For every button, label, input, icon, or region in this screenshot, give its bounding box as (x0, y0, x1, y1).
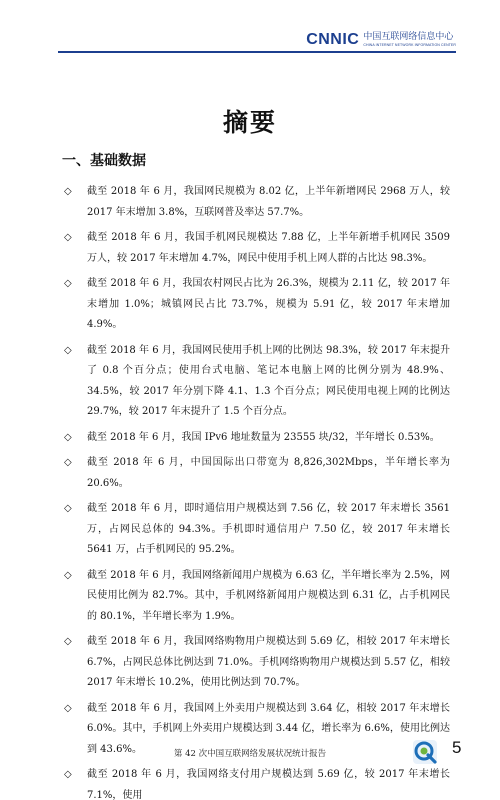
bullet-text: 截至 2018 年 6 月，我国农村网民占比为 26.3%，规模为 2.11 亿，较 2017 年末增加 1.0%；城镇网民占比 73.7%，规模为 5.91 亿，较 2017 年末增加 4.9%。 (87, 278, 450, 330)
bullet-diamond: ◇ (64, 769, 72, 780)
cnnic-logo (306, 32, 456, 48)
bullet-text: 截至 2018 年 6 月，中国国际出口带宽为 8,826,302Mbps，半年增长率为 20.6%。 (87, 457, 450, 489)
bullet-diamond: ◇ (64, 186, 72, 197)
bullet-item (64, 228, 450, 269)
page-header (0, 0, 500, 52)
bullet-item (64, 453, 450, 494)
bullet-diamond: ◇ (64, 344, 72, 356)
bullet-item (64, 428, 450, 449)
bullet-text: 截至 2018 年 6 月，我国网民规模为 8.02 亿，上半年新增网民 2968 万人，较 2017 年末增加 3.8%，互联网普及率达 57.7%。 (87, 186, 450, 218)
bullet-text: 截至 2018 年 6 月，我国网络支付用户规模达到 5.69 亿，较 2017 年末增长 7.1%，使用 (87, 769, 450, 800)
bullet-item (64, 632, 450, 694)
logo-english-name: CHINA INTERNET NETWORK INFORMATION CENTER (363, 43, 456, 47)
logo-mark: CNNIC (306, 31, 360, 48)
cnnic-emblem-icon (412, 739, 438, 765)
bullet-diamond: ◇ (64, 278, 72, 289)
logo-chinese-name: 中国互联网络信息中心 (363, 32, 454, 42)
bullet-diamond: ◇ (64, 431, 72, 443)
page-footer (0, 738, 500, 778)
header-rule (58, 51, 456, 53)
bullet-item (64, 341, 450, 423)
bullet-item (64, 274, 450, 336)
page-title: 摘要 (222, 108, 277, 137)
bullet-text: 截至 2018 年 6 月，我国网上外卖用户规模达到 3.64 亿，相较 2017 年末增长 6.0%。其中，手机网上外卖用户规模达到 3.44 亿，增长率为 6.6%，使用比例达到 43.6%。 (87, 702, 450, 755)
bullet-diamond: ◇ (64, 457, 72, 468)
bullet-text: 截至 2018 年 6 月，我国 IPv6 地址数量为 23555 块/32，半年增长 0.53%。 (87, 431, 440, 443)
logo-text (363, 32, 456, 48)
bullet-diamond: ◇ (64, 636, 72, 647)
bullet-text: 截至 2018 年 6 月，即时通信用户规模达到 7.56 亿，较 2017 年末增长 3561 万，占网民总体的 94.3%。手机即时通信用户 7.50 亿，较 2017 年末增长 5641 万，占手机网民的 95.2%。 (87, 503, 450, 555)
bullet-diamond: ◇ (64, 503, 72, 514)
section-heading: 一、基础数据 (62, 153, 146, 169)
bullet-diamond: ◇ (64, 702, 72, 714)
bullet-text: 截至 2018 年 6 月，我国网民使用手机上网的比例达 98.3%，较 2017 年末提升了 0.8 个百分点；使用台式电脑、笔记本电脑上网的比例分别为 48.9%、34.5%，较 2017 年分别下降 4.1、1.3 个百分点；网民使用电视上网的比例达 29.7%，较 2017 年末提升了 1.5 个百分点。 (87, 344, 450, 417)
bullet-item (64, 566, 450, 628)
page-number: 5 (452, 738, 462, 757)
bullet-text: 截至 2018 年 6 月，我国手机网民规模达 7.88 亿，上半年新增手机网民 3509 万人，较 2017 年末增加 4.7%，网民中使用手机上网人群的占比达 98.3%。 (87, 232, 450, 264)
footer-report-title: 第 42 次中国互联网络发展状况统计报告 (173, 749, 327, 759)
bullet-item (64, 182, 450, 223)
bullet-text: 截至 2018 年 6 月，我国网络新闻用户规模为 6.63 亿，半年增长率为 2.5%，网民使用比例为 82.7%。其中，手机网络新闻用户规模达到 6.31 亿，占手机网民的 80.1%，半年增长率为 1.9%。 (87, 569, 450, 622)
bullet-list (64, 182, 450, 800)
bullet-text: 截至 2018 年 6 月，我国网络购物用户规模达到 5.69 亿，相较 2017 年末增长 6.7%，占网民总体比例达到 71.0%。手机网络购物用户规模达到 5.57 亿，相较 2017 年末增长 10.2%，使用比例达到 70.7%。 (87, 636, 450, 688)
bullet-item (64, 499, 450, 561)
bullet-diamond: ◇ (64, 569, 72, 581)
bullet-diamond: ◇ (64, 232, 72, 243)
